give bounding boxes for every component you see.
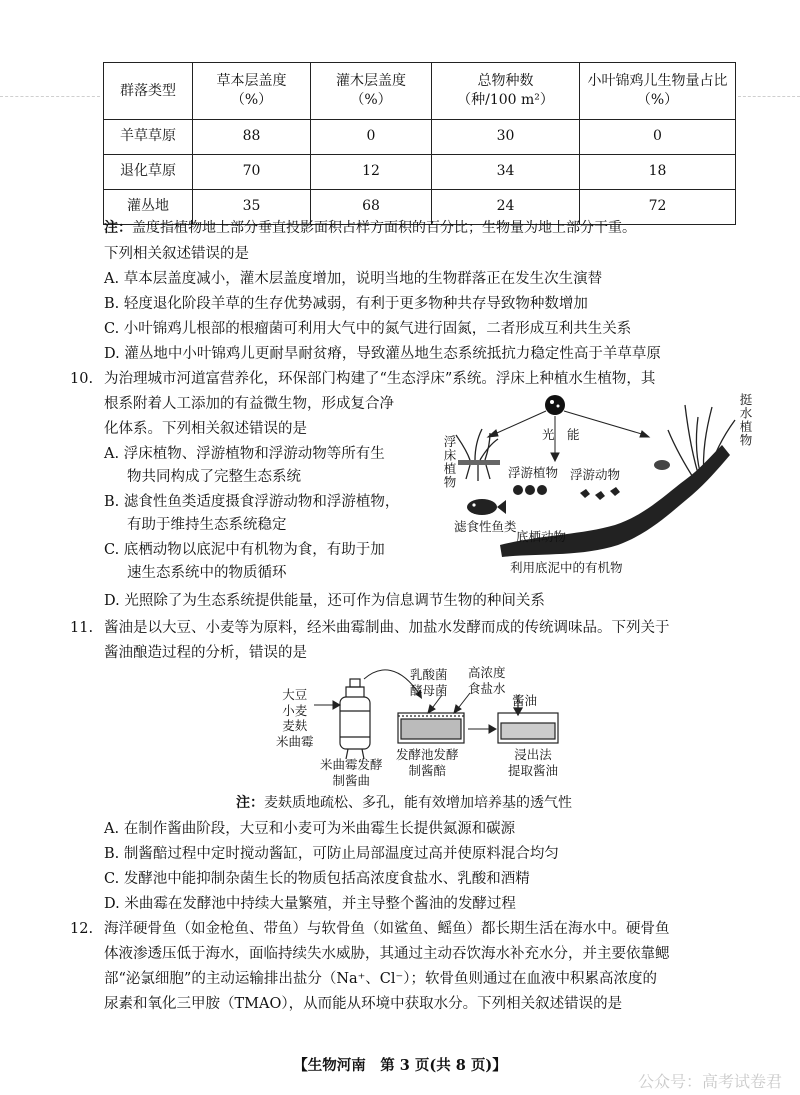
community-table xyxy=(103,62,736,225)
table-cell: 70 xyxy=(193,155,311,190)
table-row xyxy=(104,120,736,155)
koji-step-label: 米曲霉发酵 制酱曲 xyxy=(320,757,383,788)
phytoplankton-label: 浮游植物 xyxy=(508,465,559,480)
phytoplankton-icon xyxy=(513,485,547,495)
q10-stem-line1: 为治理城市河道富营养化，环保部门构建了“生态浮床”系统。浮床上种植水生植物，其 xyxy=(104,371,656,387)
q10-option-a-cont: 物共同构成了完整生态系统 xyxy=(127,469,301,485)
table-cell: 退化草原 xyxy=(104,155,193,190)
q11-figure-note: 注：麦麸质地疏松、多孔，能有效增加培养基的透气性 xyxy=(236,795,572,811)
sun-icon xyxy=(545,395,565,415)
table-cell: 0 xyxy=(311,120,432,155)
page-footer: 【生物河南 第 3 页(共 8 页)】 xyxy=(293,1057,507,1074)
margin-dash-left xyxy=(0,96,100,97)
q12-number: 12. xyxy=(70,921,94,937)
q10-option-b-cont: 有助于维持生态系统稳定 xyxy=(127,517,287,533)
bacteria-additive-label: 乳酸菌 酵母菌 xyxy=(410,667,448,698)
floating-bed-diagram xyxy=(430,385,760,580)
fermenter-icon xyxy=(340,679,370,759)
q9-option-b: B. 轻度退化阶段羊草的生存优势减弱，有利于更多物种共存导致物种数增加 xyxy=(104,296,588,312)
q9-option-c: C. 小叶锦鸡儿根部的根瘤菌可利用大气中的氮气进行固氮，二者形成互利共生关系 xyxy=(104,321,632,337)
table-header-cell: 总物种数 （种/100 m²） xyxy=(432,63,580,120)
q12-line: 尿素和氧化三甲胺（TMAO），从而能从环境中获取水分。下列相关叙述错误的是 xyxy=(104,996,623,1012)
fermentation-step-label: 发酵池发酵 制酱醅 xyxy=(396,747,459,778)
table-cell: 35 xyxy=(193,190,311,225)
benthic-animal-label: 底栖动物 xyxy=(516,529,567,544)
table-header-cell: 群落类型 xyxy=(104,63,193,120)
table-note: 注：盖度指植物地上部分垂直投影面积占样方面积的百分比；生物量为地上部分干重。 xyxy=(104,220,636,236)
table-header-row xyxy=(104,63,736,120)
light-energy-label: 光 能 xyxy=(542,427,580,442)
zooplankton-label: 浮游动物 xyxy=(570,467,621,482)
table-cell: 24 xyxy=(432,190,580,225)
table-cell: 灌丛地 xyxy=(104,190,193,225)
q11-option-d: D. 米曲霉在发酵池中持续大量繁殖，并主导整个酱油的发酵过程 xyxy=(104,896,516,912)
soy-sauce-process-diagram xyxy=(270,665,590,788)
benthic-animal-icon xyxy=(654,460,670,470)
table-cell: 34 xyxy=(432,155,580,190)
q10-stem-line3: 化体系。下列相关叙述错误的是 xyxy=(104,421,307,437)
q9-stem: 下列相关叙述错误的是 xyxy=(104,246,249,262)
soy-sauce-label: 酱油 xyxy=(512,693,538,708)
table-cell: 0 xyxy=(580,120,736,155)
q11-stem-line1: 酱油是以大豆、小麦等为原料，经米曲霉制曲、加盐水发酵而成的传统调味品。下列关于 xyxy=(104,620,670,636)
table-cell: 12 xyxy=(311,155,432,190)
floating-bed-drawing xyxy=(430,385,760,580)
table-cell: 68 xyxy=(311,190,432,225)
q11-option-b: B. 制酱醅过程中定时搅动酱缸，可防止局部温度过高并使原料混合均匀 xyxy=(104,846,559,862)
table-cell: 72 xyxy=(580,190,736,225)
q11-option-a: A. 在制作酱曲阶段，大豆和小麦可为米曲霉生长提供氮源和碳源 xyxy=(104,821,516,837)
table-cell: 30 xyxy=(432,120,580,155)
q10-option-a: A. 浮床植物、浮游植物和浮游动物等所有生 xyxy=(104,446,385,462)
q12-line: 部“泌氯细胞”的主动运输排出盐分（Na⁺、Cl⁻）；软骨鱼则通过在血液中积累高浓度的 xyxy=(104,971,657,987)
q11-option-c: C. 发酵池中能抑制杂菌生长的物质包括高浓度食盐水、乳酸和酒精 xyxy=(104,871,530,887)
margin-dash-right xyxy=(738,96,800,97)
raw-materials-label: 大豆 小麦 麦麸 米曲霉 xyxy=(276,687,314,749)
sediment-label: 利用底泥中的有机物 xyxy=(510,560,623,575)
table-header-cell: 灌木层盖度 （%） xyxy=(311,63,432,120)
q9-option-d: D. 灌丛地中小叶锦鸡儿更耐旱耐贫瘠，导致灌丛地生态系统抵抗力稳定性高于羊草草原 xyxy=(104,346,661,362)
process-arrow-icon xyxy=(468,725,496,733)
table-header-cell: 小叶锦鸡儿生物量占比 （%） xyxy=(580,63,736,120)
q10-stem-line2: 根系附着人工添加的有益微生物，形成复合净 xyxy=(104,396,394,412)
q10-option-c-cont: 速生态系统中的物质循环 xyxy=(127,565,287,581)
table-header-cell: 草本层盖度 （%） xyxy=(193,63,311,120)
q10-number: 10. xyxy=(70,371,94,387)
q12-line: 体液渗透压低于海水，面临持续失水威胁，其通过主动吞饮海水补充水分，并主要依靠鳃 xyxy=(104,946,670,962)
extraction-step-label: 浸出法 提取酱油 xyxy=(508,747,559,778)
table-cell: 88 xyxy=(193,120,311,155)
q9-option-a: A. 草本层盖度减小，灌木层盖度增加，说明当地的生物群落正在发生次生演替 xyxy=(104,271,603,287)
zooplankton-icon xyxy=(580,487,620,500)
q10-option-c: C. 底栖动物以底泥中有机物为食，有助于加 xyxy=(104,542,385,558)
fermentation-tank-icon xyxy=(398,713,464,743)
table-row xyxy=(104,155,736,190)
arrow-to-fermenter-icon xyxy=(314,701,340,709)
watermark: 公众号：高考试卷君 xyxy=(637,1072,782,1091)
q11-stem-line2: 酱油酿造过程的分析，错误的是 xyxy=(104,645,307,661)
emergent-plant-label: 挺水植物 xyxy=(738,393,753,447)
brine-additive-label: 高浓度 食盐水 xyxy=(468,665,506,696)
q11-number: 11. xyxy=(70,620,94,636)
float-plant-label: 浮床植物 xyxy=(442,435,457,489)
q10-option-d: D. 光照除了为生态系统提供能量，还可作为信息调节生物的种间关系 xyxy=(104,593,545,609)
table-cell: 18 xyxy=(580,155,736,190)
q12-line: 海洋硬骨鱼（如金枪鱼、带鱼）与软骨鱼（如鲨鱼、鳐鱼）都长期生活在海水中。硬骨鱼 xyxy=(104,921,670,937)
fish-icon xyxy=(467,499,506,515)
table-cell: 羊草草原 xyxy=(104,120,193,155)
filter-fish-label: 滤食性鱼类 xyxy=(454,519,517,534)
q10-option-b: B. 滤食性鱼类适度摄食浮游动物和浮游植物， xyxy=(104,494,400,510)
